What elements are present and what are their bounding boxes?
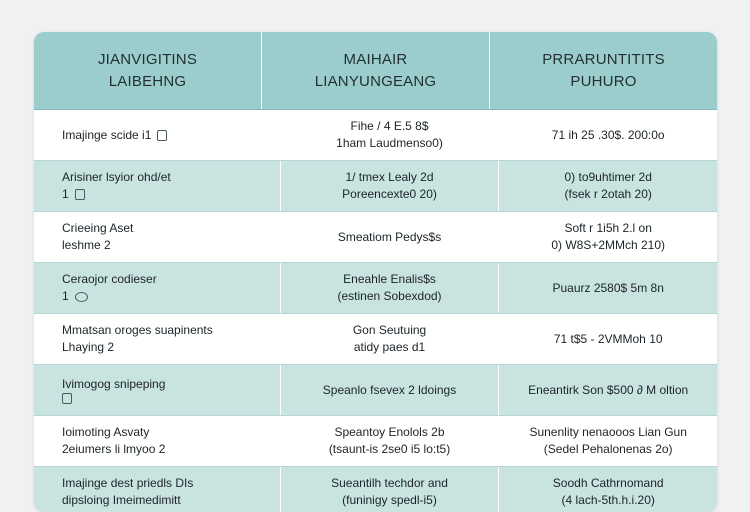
cell-line: [552, 280, 663, 297]
column-header-1: [34, 32, 261, 109]
cell-line: [342, 492, 437, 509]
table-cell: [498, 161, 717, 211]
cell-line: [62, 492, 181, 509]
table-body: [34, 110, 717, 512]
cell-text: Ioimoting Asvaty: [62, 425, 150, 439]
cell-text: (4 lach-5th.h.i.20): [561, 493, 655, 507]
cell-text: Lhaying 2: [62, 340, 115, 354]
cell-line: [342, 186, 437, 203]
cell-text: (fsek r 2otah 20): [564, 187, 652, 201]
cell-text: Puaurz 2580$ 5m 8n: [552, 280, 664, 295]
table-cell: [34, 416, 280, 466]
table-cell: [280, 365, 499, 415]
cell-line: [329, 441, 450, 458]
cell-text: Soft r 1i5h 2.l on: [564, 221, 652, 235]
column-header-2-line-1: MAIHAIR: [343, 50, 408, 68]
cell-line: [544, 441, 673, 458]
table-row: [34, 466, 717, 512]
cell-line: [350, 118, 428, 135]
table-cell: [280, 416, 499, 466]
cell-line: [336, 135, 443, 152]
cell-text: 71 ih 25 .30$. 200:0o: [551, 127, 665, 142]
cell-text: 1: [62, 187, 69, 201]
cell-text: (Sedel Pehalonenas 2o): [543, 442, 673, 456]
table-cell: [280, 263, 499, 313]
cell-text: dipsloing Imeimedimitt: [62, 493, 181, 507]
cell-text: (estinen Sobexdod): [337, 289, 442, 303]
cell-text: 2eiumers li lmyoo 2: [62, 442, 166, 456]
table-cell: [498, 365, 717, 415]
cell-text: 0) to9uhtimer 2d: [564, 170, 652, 184]
column-header-2-line-2: LIANYUNGEANG: [314, 72, 437, 90]
cell-text: (tsaunt-is 2se0 i5 lo:t5): [328, 442, 451, 456]
table-cell: [498, 467, 717, 512]
cell-text: Sunenlity nenaooos Lian Gun: [529, 425, 687, 439]
column-header-1-line-2: LAIBEHNG: [108, 72, 187, 90]
cell-line: [62, 271, 157, 288]
cell-line: [62, 127, 167, 144]
cell-line: [528, 382, 688, 399]
table-cell: [34, 110, 280, 160]
cell-line: [564, 186, 651, 203]
cell-line: [353, 322, 426, 339]
cell-text: Crieeing Aset: [62, 221, 134, 235]
table-cell: [498, 110, 717, 160]
document-icon: [157, 130, 167, 141]
cell-text: (funinigy spedl-i5): [342, 493, 437, 507]
cell-text: Speanlo fsevex 2 ldoings: [322, 382, 457, 397]
cell-text: Mmatsan oroges suapinents: [62, 323, 213, 337]
table-header: [34, 32, 717, 110]
cell-line: [62, 322, 213, 339]
cell-text: Imajinge dest priedls DIs: [62, 476, 194, 490]
shape-icon: [75, 292, 88, 302]
cell-line: [564, 169, 651, 186]
cell-line: [338, 229, 441, 246]
table-cell: [34, 263, 280, 313]
cell-line: [62, 186, 85, 203]
cell-text: 1: [62, 289, 69, 303]
cell-text: 1/ tmex Lealy 2d: [345, 170, 434, 184]
cell-line: [331, 475, 448, 492]
cell-text: atidy paes d1: [353, 340, 426, 354]
cell-text: Arisiner lsyior ohd/et: [62, 170, 171, 184]
cell-line: [551, 237, 665, 254]
table-row: [34, 160, 717, 211]
cell-text: Speantoy Enolols 2b: [334, 425, 445, 439]
cell-line: [62, 220, 133, 237]
cell-text: Sueantilh techdor and: [331, 476, 448, 490]
cell-line: [62, 424, 149, 441]
table-cell: [34, 314, 280, 364]
cell-text: 1ham Laudmenso0): [336, 136, 443, 150]
column-header-1-line-1: JIANVIGITINS: [97, 50, 198, 68]
table-cell: [280, 212, 499, 262]
table-row: [34, 110, 717, 160]
cell-line: [564, 220, 651, 237]
table-cell: [280, 110, 499, 160]
table-cell: [34, 365, 280, 415]
cell-line: [62, 393, 72, 404]
column-header-3: [489, 32, 717, 109]
cell-line: [62, 237, 111, 254]
document-icon: [75, 189, 85, 200]
cell-line: [62, 288, 88, 305]
table-row: [34, 364, 717, 415]
table-cell: [34, 212, 280, 262]
cell-line: [529, 424, 686, 441]
table-row: [34, 262, 717, 313]
cell-text: Imajinge scide i1: [62, 127, 152, 142]
table-cell: [280, 467, 499, 512]
cell-line: [62, 339, 114, 356]
cell-text: Smeatiom Pedys$s: [337, 229, 442, 244]
table-row: [34, 415, 717, 466]
cell-text: Gon Seutuing: [352, 323, 427, 337]
cell-line: [561, 492, 654, 509]
cell-line: [553, 475, 664, 492]
cell-text: Eneahle Enalis$s: [343, 272, 436, 286]
cell-text: Soodh Cathrnomand: [552, 476, 664, 490]
cell-text: Ceraojor codieser: [62, 272, 157, 286]
cell-line: [554, 331, 663, 348]
table-cell: [498, 212, 717, 262]
cell-text: Eneantirk Son $500 ∂ M oltion: [528, 382, 689, 397]
document-icon: [62, 393, 72, 404]
cell-line: [343, 271, 436, 288]
cell-line: [62, 169, 171, 186]
cell-line: [62, 376, 165, 393]
table-row: [34, 313, 717, 364]
column-header-3-line-2: PUHURO: [570, 72, 637, 90]
cell-text: Fihe / 4 E.5 8$: [350, 119, 429, 133]
cell-text: leshme 2: [62, 238, 111, 252]
table-cell: [498, 263, 717, 313]
cell-line: [337, 288, 441, 305]
cell-line: [334, 424, 444, 441]
data-table: [34, 32, 717, 512]
table-cell: [34, 467, 280, 512]
cell-line: [354, 339, 425, 356]
table-cell: [498, 314, 717, 364]
cell-line: [62, 475, 193, 492]
cell-text: Ivimogog snipeping: [62, 377, 166, 391]
column-header-3-line-1: PRRARUNTITITS: [542, 50, 665, 68]
table-cell: [280, 314, 499, 364]
cell-text: 71 t$5 - 2VMMoh 10: [553, 331, 663, 346]
cell-line: [62, 441, 165, 458]
table-cell: [280, 161, 499, 211]
column-header-2: [261, 32, 489, 109]
table-cell: [34, 161, 280, 211]
cell-line: [552, 127, 665, 144]
cell-text: Poreencexte0 20): [342, 187, 437, 201]
table-row: [34, 211, 717, 262]
cell-text: 0) W8S+2MMch 210): [551, 238, 666, 252]
cell-line: [323, 382, 456, 399]
cell-line: [345, 169, 433, 186]
table-cell: [498, 416, 717, 466]
